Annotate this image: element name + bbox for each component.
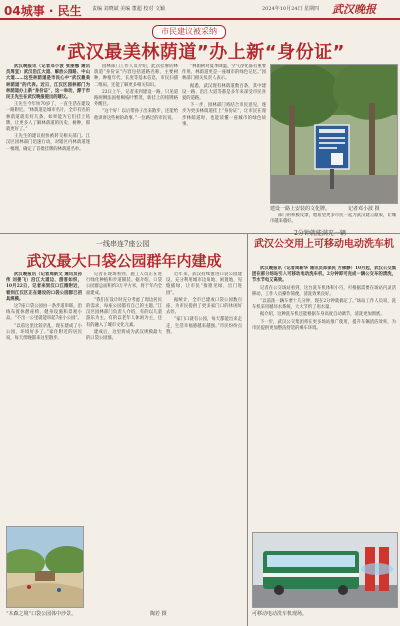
story3-paragraph: 武汉晚报讯（记者周新华 通讯员郑保民 方佛静）10月起，武汉公交集团在部分场站引入可移动电动洗车机，2分钟即可完成一辆公交车的清洗，节水节电又高效。	[252, 266, 396, 284]
story3-paragraph: 据介绍，这种洗车机还能根据车身高度自动调节，清洗更加彻底。	[260, 312, 385, 318]
story2-paragraph: 武汉晚报讯（记者周新文 通讯员孙伟 刘晏飞）沿江大道边、游客如织，10月22日，记者来到汉口江滩附近，看到江汉区正在建设的口袋公园群已初具规模。	[6, 272, 82, 302]
story1-paragraph: 园林部门工作人员介绍，此次挂牌的林荫道“身份证”内容包括道路名称、主要树种、种植年代、长度等基本信息，市民扫描二维码，还能了解更多相关知识。	[94, 64, 178, 88]
story3-photo	[252, 532, 398, 608]
story3-paragraph: 下一步，武汉公交集团将在更多场站推广使用，提升车辆清洁效率，为市民提供更加整洁舒适的乘车环境。	[252, 319, 396, 331]
section-label: 04城事 · 民生	[4, 4, 82, 18]
story1-headline: “武汉最美林荫道”办上新“身份证”	[55, 42, 345, 63]
editor-credits: 责编 刘晓斌 美编 董超 校对 文颖	[92, 6, 165, 12]
page-header	[0, 0, 400, 20]
story2-photo	[6, 526, 84, 608]
story2-photo-credit: 陶若 摄	[150, 611, 167, 617]
story2-paragraph: 据统计，全市已建成口袋公园数百座，为市民提供了更多家门口的休闲好去处。	[166, 297, 242, 316]
story2-paragraph: “以前这里比较杂乱，现在建成了小公园，环境好多了。”家住附近的居民说，每天傍晚都来这里散步。	[6, 323, 82, 342]
story2-headline: 武汉最大口袋公园群年内建成	[26, 252, 222, 270]
story2-column-3	[166, 272, 242, 622]
story1-paragraph: 王先生的建议很快被转交相关部门。江汉区园林部门迅速行动，对辖区内林荫道逐一梳理，确定了首批挂牌的林荫道名单。	[6, 134, 90, 152]
story1-paragraph: “林荫树对夏季降温、空气净化都有重要作用，林荫道更是一座城市的绿色记忆。”园林部门相关负责人表示。	[182, 64, 266, 82]
story3-paragraph: 记者在公交场站看到，这台洗车机体积小巧，可根据需要在场站内灵活移动，工作人员操作简便，清洗效果良好。	[252, 285, 396, 297]
story3-headline: 武汉公交用上可移动电动洗车机	[254, 239, 394, 250]
story2-paragraph: 这7座口袋公园由一条步道串联，沿线布置休憩座椅、健身设施和景观小品，“不出一公里就能串起7座小公园”。	[6, 304, 82, 322]
story1-kicker: 市民建议被采纳	[152, 25, 226, 39]
story2-paragraph: “家门口就有公园，每天都能出来走走，生活幸福感越来越强。”市民纷纷点赞。	[166, 317, 242, 335]
story2-paragraph: “我们在设计时充分考虑了周边居民的需求，每座公园都有自己的主题。”江汉区园林部门负责人介绍，有的以儿童游乐为主，有的以老年人休闲为主，还有的融入了城市文化元素。	[86, 297, 162, 328]
story1-photo	[270, 64, 398, 204]
story1-column-2	[94, 64, 178, 230]
story2-column-2	[86, 272, 162, 622]
story1-paragraph: 下一步，园林部门将结合市民意见，逐步为更多林荫道挂上“身份证”，让市民在漫步林荫道时，也能读懂一座城市的绿色故事。	[182, 103, 266, 127]
story2-paragraph: 近年来，武汉持续推进口袋公园建设，充分利用城市边角地、闲置地，见缝插绿，让市民“推窗见绿、出门进园”。	[166, 272, 242, 296]
story3-photo-caption: 可移动电动洗车机现场。	[252, 611, 308, 617]
issue-date: 2024年10月24日 星期四	[262, 6, 320, 12]
story1-paragraph: “这个好！以后带孙子出来散步，还能给他讲讲这些树的故事。”一位路过的市民说。	[94, 109, 178, 121]
story1-paragraph: 据悉，武汉现有林荫道数百条，其中建设一路、沿江大道等都是多年来深受市民喜爱的道路。	[182, 83, 266, 102]
story1-paragraph: 王先生今年快70岁了，一直生活在建设一路附近。“林荫道是城市名片，全市有名的林荫道就有好几条，如果能为它们挂上铭牌，让更多人了解林荫道的历史、树种，那就更好了。”	[6, 102, 90, 133]
story1-photo-caption: 建设一路上安装的文化牌。	[270, 206, 331, 212]
story2-photo-caption: “木森之境”口袋公园体中沙景。	[6, 611, 77, 617]
story3-kicker: 2分钟就能满充一辆	[294, 230, 346, 237]
story3-body	[252, 266, 396, 528]
story2-column-1	[6, 272, 82, 522]
column-divider	[247, 234, 248, 626]
story2-kicker: 一线串连7座公园	[96, 240, 150, 248]
story1-paragraph: 武汉晚报讯（记者邓小波 张丽娜 通讯员周宣）武汉沿江大道、解放公园路、中山大道……这些林荫道是市民心中“武汉最美林荫道”的代表。近日，江汉区园林部门为林荫道办上新“身份证”，这一举动，源于市民王先生在武汉晚报提出的建议。	[6, 64, 90, 101]
story1-column-1	[6, 64, 90, 230]
story1-paragraph: 部门的积极反馈，他希望更多市民一起为武汉建言献策，让城市越来越好。	[270, 213, 396, 225]
story1-column-3	[182, 64, 266, 230]
story1-photo-credit: 记者邓小波 摄	[348, 206, 380, 212]
story3-paragraph: “以前洗一辆车要十几分钟，现在2分钟就搞定了。”场站工作人员说，洗车机采用循环水系统，大大节约了用水量。	[252, 299, 396, 311]
newspaper-logo: 武汉晚报	[332, 3, 376, 16]
story2-paragraph: 建成后，这里将成为武汉规模最大的口袋公园群。	[86, 329, 162, 342]
story2-paragraph: 记者在现场看到，施工人员正在进行绿化种植和步道铺装。据介绍，口袋公园群总面积约3万平方米，将于年内全面建成。	[86, 272, 162, 296]
story1-paragraph: 23日上午，记者来到建设一路，只见道路两侧法国梧桐枝叶繁茂，新挂上的铭牌格外醒目。	[94, 89, 178, 108]
